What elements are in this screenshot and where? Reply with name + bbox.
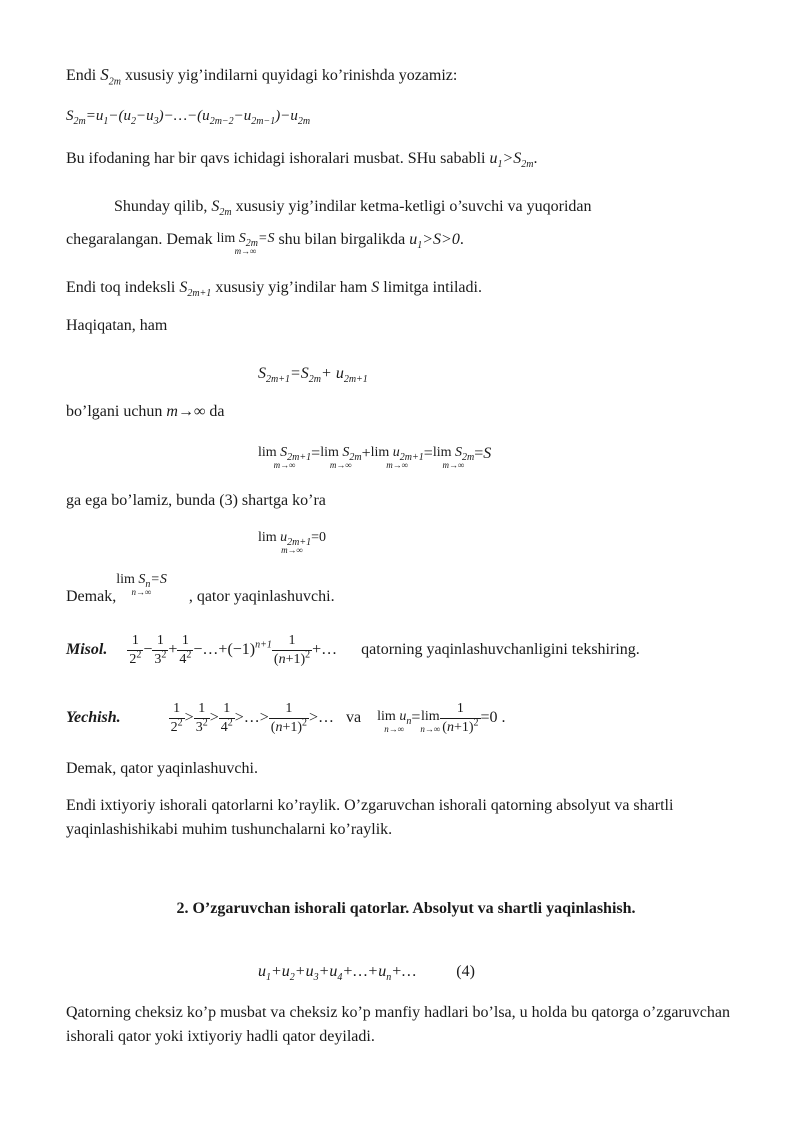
math-m-to-infinity: m→∞ [166,403,206,420]
section-heading: 2. O’zgaruvchan ishorali qatorlar. Absolyut va shartli yaqinlashish. [176,900,636,917]
math-limit-s2m: $\lim S_{2m}=S$ m→∞ [216,231,275,256]
math-s2m: $S_{2m}$ [100,65,121,88]
paragraph-demak-yaqinlashuvchi: Demak, qator yaqinlashuvchi. [66,760,258,777]
formula-limits-chain: $\lim S_{2m+1}$ m→∞ =lim $S_{2m}$ m→∞ +lim $u_{2m+1}$ m→∞ =lim $S_{2m}$ m→∞ =S [258,445,492,470]
math-limit-sn: $\lim S_n=S$ n→∞ [116,572,167,597]
math-u1-gt-s2m: $u_1>S_{2m}$ [489,150,534,171]
math-s: S [371,279,380,296]
paragraph-bolgani: bo’lgani uchun m→∞ da [66,403,225,420]
math-u1-gt-s-gt-0: $u_1>S>0$ [409,231,460,252]
formula-inequality-chain: $\frac{1}{2^2}$ > $\frac{1}{3^2}$ > $\frac{1}{4^2}$ >…> $\frac{1}{(n+1)^2}$ >… [170,700,339,735]
formula-series: $\frac{1}{2^2}$ − $\frac{1}{3^2}$ + $\frac{1}{4^2}$ $-\dots+(-1)^{n+1}$ $\frac{1}{(n+1)^2}$ +… [129,632,342,667]
formula-limit-un: $\lim u_n$ n→∞ =lim n→∞ $\frac{1}{(n+1)^2}$ =0 [377,700,502,735]
formula-limit-u2m1: $\lim u_{2m+1}=0$ m→∞ [258,530,327,555]
paragraph-intro: Endi $S_{2m}$ xususiy yig’indilarni quyidagi ko’rinishda yozamiz: [66,65,458,88]
formula-s2m1-sum: $S_{2m+1}=S_{2m}+ u_{2m+1}$ [258,365,368,386]
math-s2m: $S_{2m}$ [211,198,232,219]
paragraph-haqiqatan: Haqiqatan, ham [66,317,168,334]
math-s2m1: $S_{2m+1}$ [179,279,212,300]
example-misol: Misol. $\frac{1}{2^2}$ − $\frac{1}{3^2}$ + $\frac{1}{4^2}$ $-\dots+(-1)^{n+1}$ $\frac{1}{(n+1)^2}$ +… qatorning yaqinlashuvchanligini tekshiring. [66,632,640,667]
solution-yechish: Yechish. $\frac{1}{2^2}$ > $\frac{1}{3^2}$ > $\frac{1}{4^2}$ >…> $\frac{1}{(n+1)^2}$ >… va $\lim u_n$ n→∞ =lim n→∞ $\frac{1}{(n+1)^2}$ =0 . [66,700,506,735]
paragraph-chegaralangan: chegaralangan. Demak $\lim S_{2m}=S$ m→∞ shu bilan birgalikda $u_1>S>0$. [66,231,464,256]
paragraph-demak-sn: Demak,lim $S_n=S$ n→∞ , qator yaqinlashuvchi. [66,572,335,605]
paragraph-ixtiyoriy: Endi ixtiyoriy ishorali qatorlarni ko’raylik. O’zgaruvchan ishorali qatorning absolyut va shartli yaqinlashishikabi muhim tushunchalarni ko’raylik. [66,797,674,838]
formula-s2m-expansion: $S_{2m}=u_1-(u_2-u_3)-\dots-(u_{2m-2}-u_{2m-1})-u_{2m}$ [66,108,311,127]
paragraph-positive: Bu ifodaning har bir qavs ichidagi ishoralari musbat. SHu sababli $u_1>S_{2m}$. [66,150,538,171]
paragraph-definition: Qatorning cheksiz ko’p musbat va cheksiz ko’p manfiy hadlari bo’lsa, u holda bu qatorga o’zgaruvchan ishorali qator yoki ixtiyoriy hadli qator deyiladi. [66,1004,730,1045]
paragraph-shunday: Shunday qilib, $S_{2m}$ xususiy yig’indilar ketma-ketligi o’suvchi va yuqoridan [114,198,592,219]
formula-series-4: $u_1+u_2+u_3+u_4+\dots+u_n+\dots$ (4) [258,963,475,984]
paragraph-ga-ega: ga ega bo’lamiz, bunda (3) shartga ko’ra [66,492,326,509]
paragraph-toq-indeksli: Endi toq indeksli $S_{2m+1}$ xususiy yig’indilar ham S limitga intiladi. [66,279,482,300]
